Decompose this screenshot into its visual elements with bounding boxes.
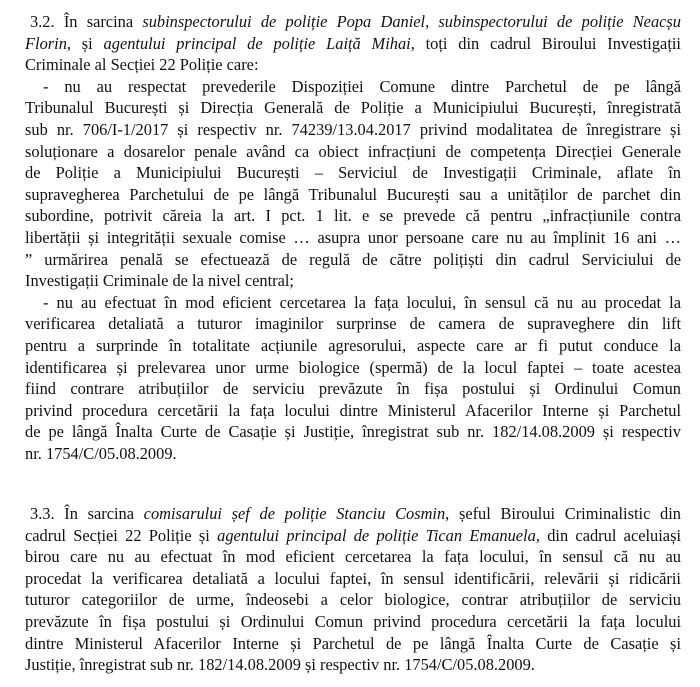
text-span: birou care nu au efectuat în mod eficient cercetarea la fața locului, în sensul că nu au — [25, 547, 681, 567]
italic-name-text: agentului principal de poliție Tican Emanuela — [217, 525, 536, 545]
italic-name-text: comisarului șef de poliție Stanciu Cosmin — [143, 504, 446, 523]
text-line — [25, 633, 681, 655]
text-span: identificarea și prelevarea unor urme biologice (spermă) de la locul faptei – toate acestea — [25, 357, 681, 377]
text-line — [25, 33, 681, 55]
text-line — [25, 568, 681, 590]
text-line — [25, 292, 681, 314]
text-span: , din cadrul aceluiași — [535, 525, 681, 545]
text-line — [25, 378, 681, 400]
text-line — [25, 503, 681, 525]
text-span: soluționare a dosarelor penale având ca obiect infracțiuni de competența Direcției Generale — [25, 141, 681, 161]
text-line — [25, 400, 681, 422]
text-span: ” urmărirea penală se efectuează de regulă de către polițiști din cadrul Serviciului de — [25, 249, 681, 269]
italic-name-text: agentului principal de poliție Laiță Mihai — [103, 33, 411, 53]
text-span: procedat la verificarea detaliată a locului faptei, în sensul identificării, relevării și ridicării — [25, 568, 681, 588]
text-span: prevăzute în fișa postului și Ordinului Comun privind procedura cercetării la fața locului — [25, 611, 681, 631]
paragraph-3-3 — [25, 503, 681, 676]
text-span: pentru a surprinde în totalitate acțiunile agresorului, aspecte care ar fi putut conduce la — [25, 335, 681, 355]
text-span: Justiție, înregistrat sub nr. 182/14.08.2009 și respectiv nr. 1754/C/05.08.2009. — [25, 655, 535, 675]
text-line — [25, 249, 681, 271]
text-span: tuturor categoriilor de urme, îndeosebi a celor biologice, contrar atribuțiilor de serviciu — [25, 590, 681, 610]
text-span: dintre Ministerul Afacerilor Interne și Parchetul de pe lângă Înalta Curte de Casație și — [25, 633, 681, 653]
text-span: de pe lângă Înalta Curte de Casație și Justiție, înregistrat sub nr. 182/14.08.2009 și respectiv — [25, 422, 681, 442]
text-span: sub nr. 706/I-1/2017 și respectiv nr. 74239/13.04.2017 privind modalitatea de înregistrare și — [25, 119, 681, 139]
paragraph-3-2 — [25, 11, 681, 464]
text-span: , șeful Biroului Criminalistic din — [445, 504, 681, 523]
text-line — [25, 546, 681, 568]
text-span: , și — [66, 33, 104, 53]
text-line — [25, 270, 681, 292]
text-line — [25, 141, 681, 163]
text-span: nr. 1754/C/05.08.2009. — [25, 443, 177, 463]
text-line — [25, 589, 681, 611]
text-line — [25, 525, 681, 547]
text-line — [25, 11, 681, 33]
text-line — [25, 227, 681, 249]
text-span: subordine, potrivit căreia la art. I pct. 1 lit. e se prevede că pentru „infracțiunile contra — [25, 206, 681, 226]
text-line — [25, 97, 681, 119]
text-line — [25, 335, 681, 357]
text-line — [25, 205, 681, 227]
text-span: privind procedura cercetării la fața locului dintre Ministerul Afacerilor Interne și Parchetul — [25, 400, 681, 420]
text-line — [25, 313, 681, 335]
text-span: - nu au respectat prevederile Dispoziției Comune dintre Parchetul de pe lângă — [43, 76, 681, 96]
text-line — [25, 357, 681, 379]
text-span: de Poliție a Municipiului București – Serviciul de Investigații Criminale, aflate în — [25, 163, 681, 183]
text-line — [25, 654, 681, 676]
italic-name-text: subinspectorului de poliție Popa Daniel — [142, 12, 426, 31]
text-span: 3.3. În sarcina — [30, 504, 144, 523]
text-line — [25, 162, 681, 184]
text-line — [25, 76, 681, 98]
text-line — [25, 119, 681, 141]
text-span: verificarea detaliată a tuturor imaginilor surprinse de camera de supraveghere din lift — [25, 314, 681, 334]
text-line — [25, 611, 681, 633]
text-line — [25, 184, 681, 206]
text-span: - nu au efectuat în mod eficient cercetarea la fața locului, în sensul că nu au procedat la — [43, 292, 681, 312]
text-span: Tribunalul București și Direcția Generală de Poliție a Municipiului București, înregistrată — [25, 98, 681, 118]
text-line — [25, 421, 681, 443]
italic-name-text: Florin — [25, 33, 67, 53]
italic-name-text: subinspectorului de poliție Neacșu — [438, 12, 681, 31]
text-span: supravegherea Parchetului de pe lângă Tribunalul București sau a unităților de parchet din — [25, 184, 681, 204]
text-span: libertății și integrității sexuale comise … asupra unor persoane care nu au împlinit 16 ani … — [25, 227, 681, 247]
text-line — [25, 54, 681, 76]
text-span: 3.2. În sarcina — [30, 12, 143, 31]
text-span: fiind contrare atribuțiilor de serviciu prevăzute în fișa postului și Ordinului Comun — [25, 379, 681, 399]
text-span: Criminale al Secției 22 Poliție care: — [25, 55, 259, 75]
text-line — [25, 443, 681, 465]
text-span: , — [425, 12, 439, 31]
text-span: Investigații Criminale de la nivel central; — [25, 271, 294, 291]
text-span: , toți din cadrul Biroului Investigații — [410, 33, 681, 53]
text-span: cadrul Secției 22 Poliție și — [25, 525, 218, 545]
